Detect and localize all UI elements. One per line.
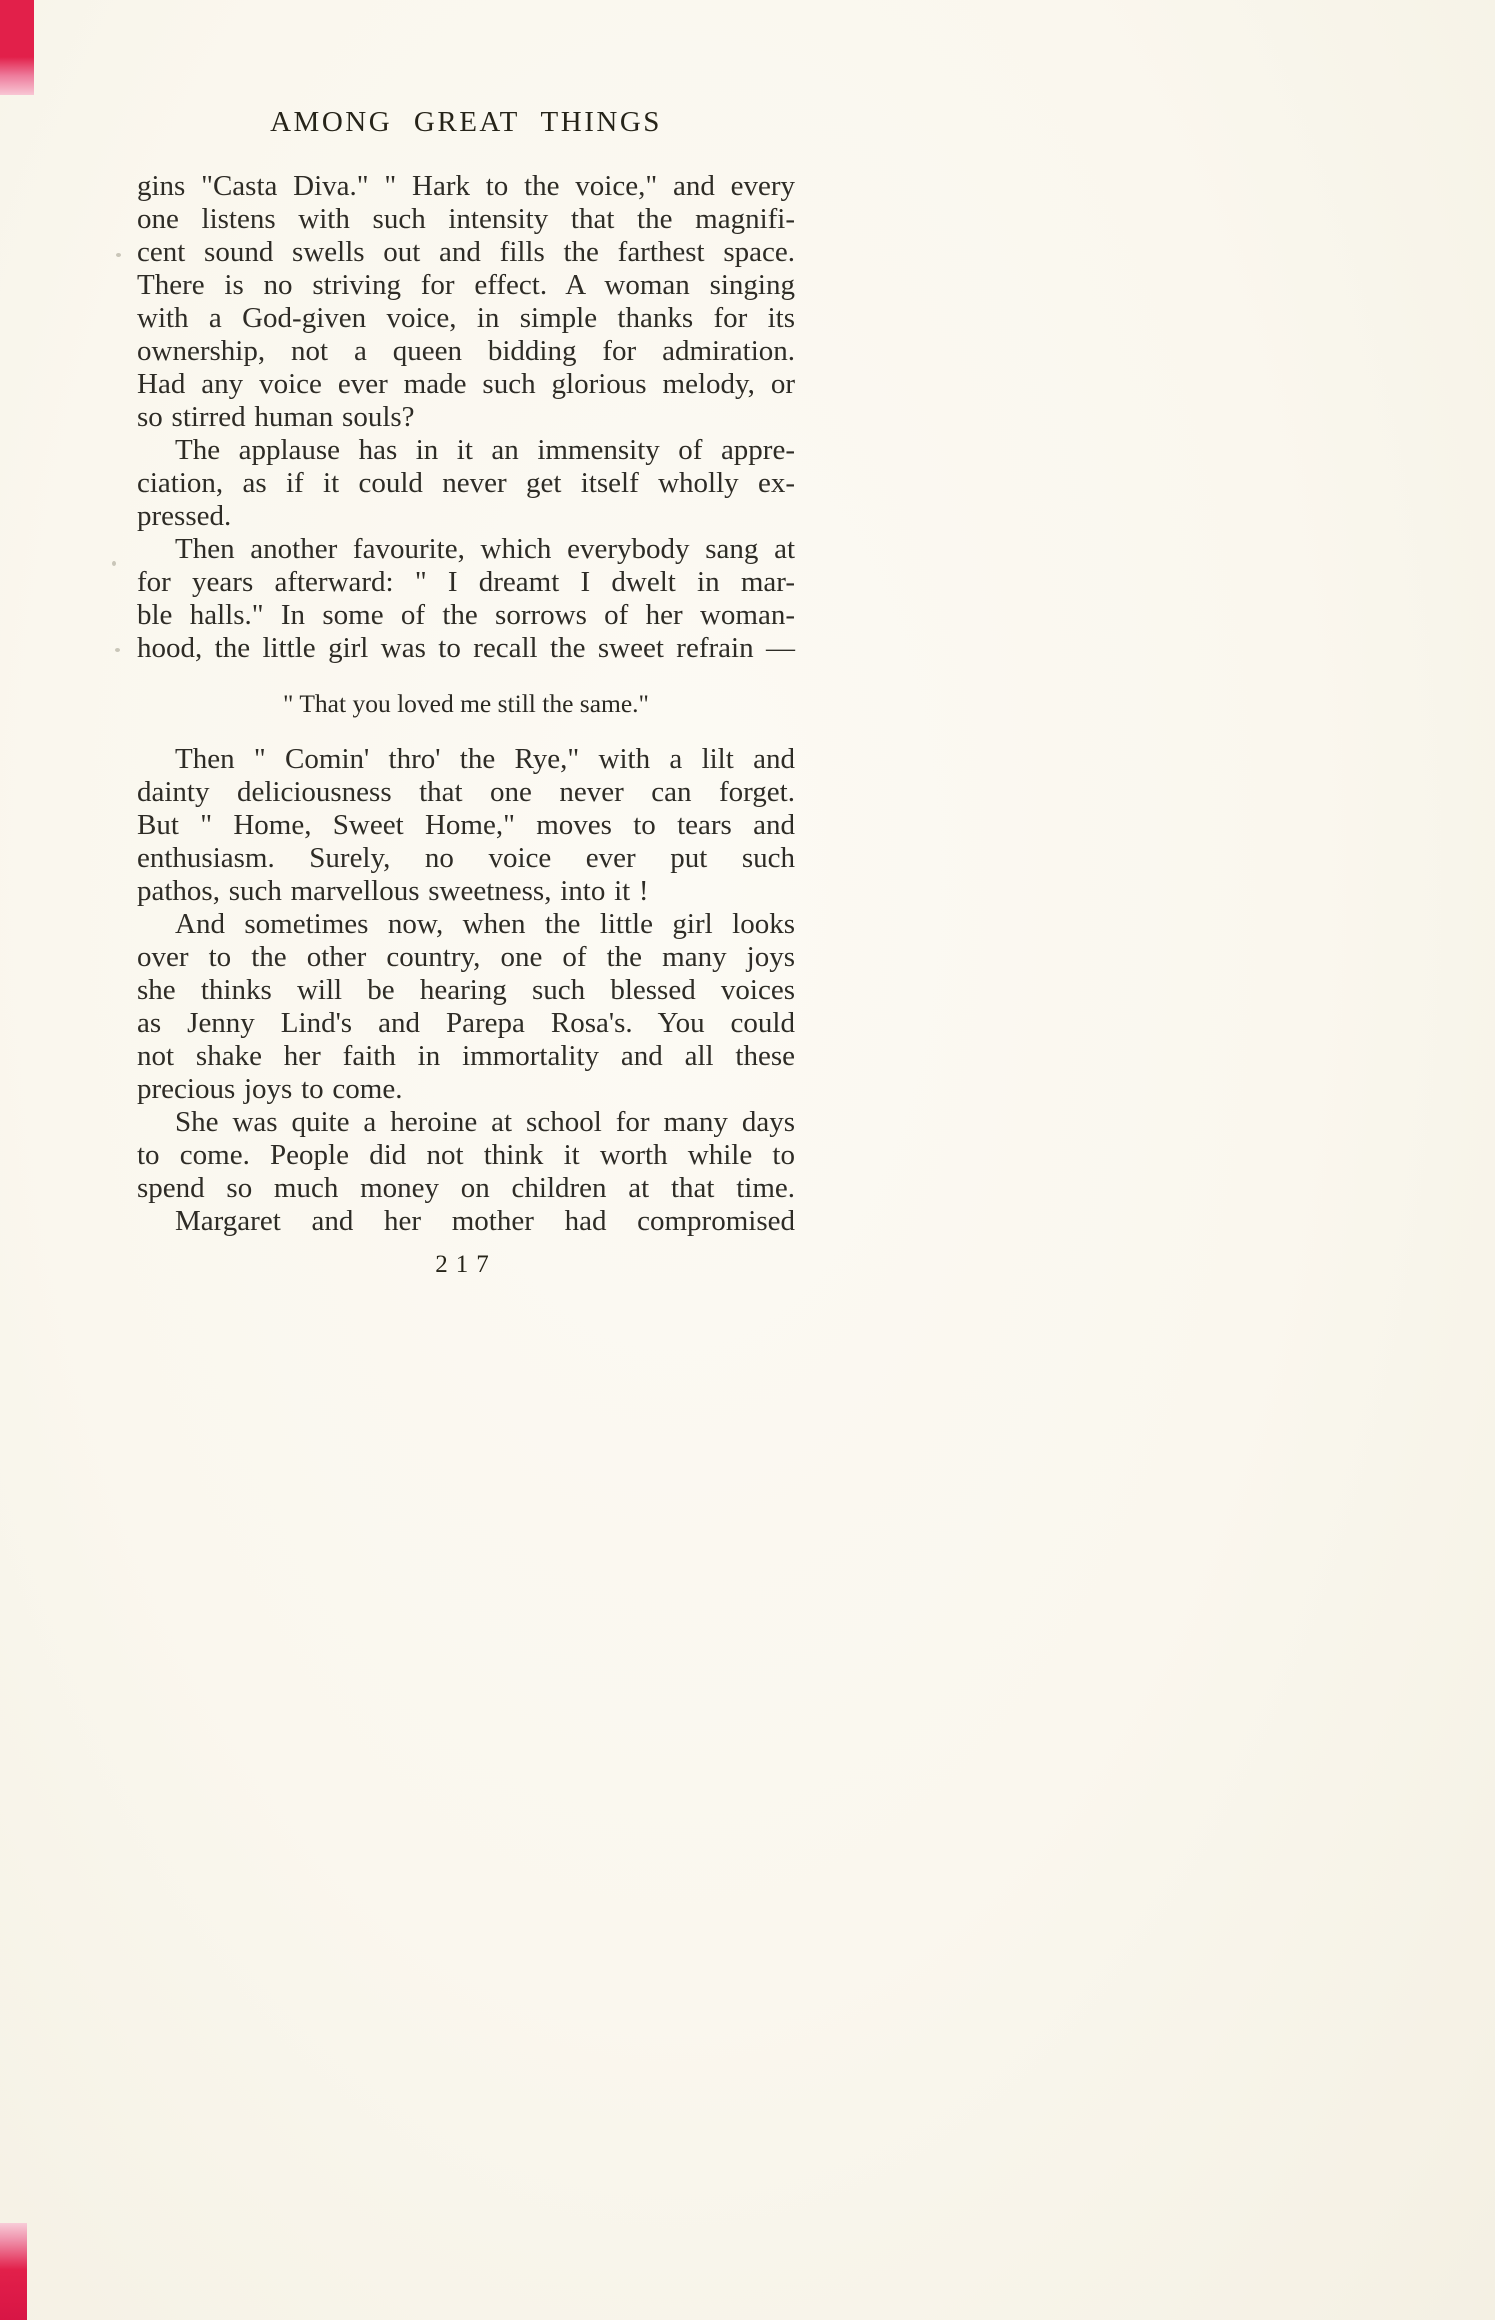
scan-speck	[115, 648, 120, 652]
running-header: AMONG GREAT THINGS	[270, 106, 662, 138]
text-line: one listens with such intensity that the magnifi-	[137, 203, 795, 235]
text-line: gins "Casta Diva." " Hark to the voice," and every	[137, 170, 795, 202]
text-line: Then " Comin' thro' the Rye," with a lilt and	[175, 743, 795, 775]
paragraph	[137, 533, 795, 665]
text-line: pressed.	[137, 500, 232, 532]
text-line: Then another favourite, which everybody sang at	[175, 533, 795, 565]
paragraph	[137, 908, 795, 1106]
paragraph	[137, 170, 795, 434]
text-line: over to the other country, one of the many joys	[137, 941, 795, 973]
text-line: But " Home, Sweet Home," moves to tears and	[137, 809, 795, 841]
scan-speck	[112, 561, 116, 566]
text-line: to come. People did not think it worth while to	[137, 1139, 795, 1171]
text-line: precious joys to come.	[137, 1073, 403, 1105]
text-line: She was quite a heroine at school for many days	[175, 1106, 795, 1138]
body-text	[137, 170, 795, 1238]
scan-speck	[116, 253, 121, 257]
paragraph	[137, 1205, 795, 1238]
text-line: enthusiasm. Surely, no voice ever put such	[137, 842, 795, 874]
paragraph	[137, 434, 795, 533]
text-block	[137, 104, 795, 1280]
text-line: spend so much money on children at that time.	[137, 1172, 795, 1204]
paragraph	[137, 743, 795, 908]
text-line: And sometimes now, when the little girl looks	[175, 908, 795, 940]
text-line: so stirred human souls?	[137, 401, 415, 433]
page-number: 217	[435, 1251, 497, 1278]
scan-artifact-bottom-left	[0, 2223, 27, 2320]
text-line: as Jenny Lind's and Parepa Rosa's. You could	[137, 1007, 795, 1039]
text-line: ciation, as if it could never get itself wholly ex-	[137, 467, 795, 499]
text-line: hood, the little girl was to recall the sweet refrain —	[137, 632, 795, 664]
text-line: not shake her faith in immortality and all these	[137, 1040, 795, 1072]
text-line: ble halls." In some of the sorrows of her woman-	[137, 599, 795, 631]
text-line: The applause has in it an immensity of appre-	[175, 434, 795, 466]
text-line: cent sound swells out and fills the farthest space.	[137, 236, 795, 268]
text-line: Margaret and her mother had compromised	[175, 1205, 795, 1237]
text-line: dainty deliciousness that one never can forget.	[137, 776, 795, 808]
scan-artifact-top-left	[0, 0, 34, 95]
text-line: with a God-given voice, in simple thanks for its	[137, 302, 795, 334]
text-line: There is no striving for effect. A woman singing	[137, 269, 795, 301]
text-line: ownership, not a queen bidding for admiration.	[137, 335, 795, 367]
text-line: Had any voice ever made such glorious melody, or	[137, 368, 795, 400]
text-line: for years afterward: " I dreamt I dwelt in mar-	[137, 566, 795, 598]
paragraph	[137, 1106, 795, 1205]
text-line: she thinks will be hearing such blessed voices	[137, 974, 795, 1006]
verse-quote: " That you loved me still the same."	[283, 689, 649, 718]
text-line: pathos, such marvellous sweetness, into it !	[137, 875, 649, 907]
